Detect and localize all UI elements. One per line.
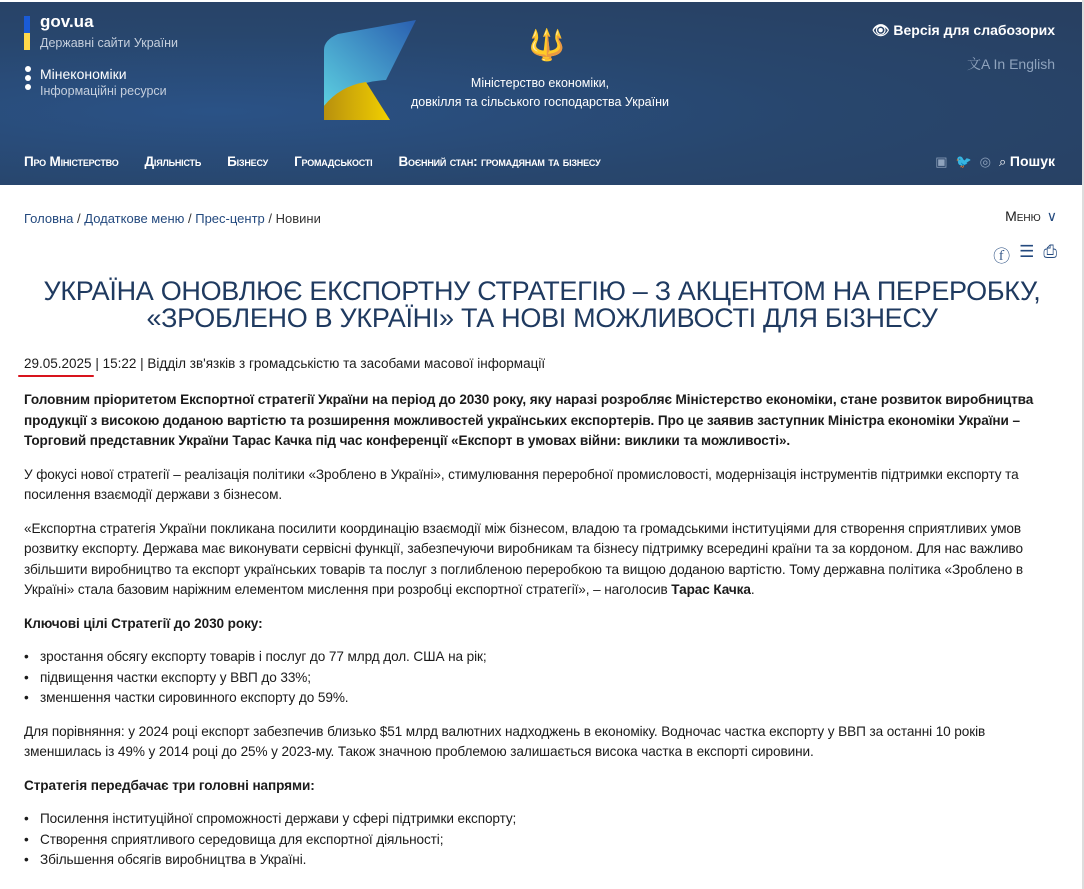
ministry-short-title: Мінекономіки (40, 66, 127, 82)
search-button[interactable] (999, 153, 1055, 170)
ministry-title-line: довкілля та сільського господарства України (411, 95, 669, 109)
ministry-title-line: Міністерство економіки, (470, 76, 610, 90)
article-time: 15:22 (102, 356, 137, 371)
translate-icon: 文A (967, 56, 990, 72)
list-item: • Створення сприятливого середовища для експортної діяльності; (24, 830, 1056, 851)
paragraph: Для порівняння: у 2024 році експорт забезпечив близько $51 млрд валютних надходжень в економіку. Водночас частка експорту у ВВП за останні 10 років зменшилась із 49% у 2014 році до 25% у 2023-му. Також значною проблемою залишається висока частка в експорті сировини. (24, 723, 986, 759)
goals-heading: Ключові цілі Стратегії до 2030 року: (24, 615, 263, 631)
speaker-name: Тарас Качка (671, 582, 751, 597)
nav-about[interactable]: Про Міністерство (24, 154, 119, 169)
breadcrumb-current: Новини (275, 211, 321, 226)
chevron-down-icon: ∨ (1046, 208, 1057, 224)
rss-icon[interactable]: ☰ (1019, 242, 1035, 261)
facebook-icon[interactable]: ▣ (935, 153, 948, 169)
breadcrumb-extra-menu[interactable]: Додаткове меню (84, 211, 185, 226)
nav-martial-law[interactable]: Воєнний стан: громадянам та бізнесу (398, 154, 601, 169)
article-date: 29.05.2025 (24, 356, 92, 371)
article-lead: Головним пріоритетом Експортної стратегії України на період до 2030 року, яку наразі розробляє Міністерство економіки, стане розвиток виробництва продукції з високою доданою вартістю та розширення можливостей українських експортерів. Про це заявив заступник Міністра економіки України – Торговий представник України Тарас Качка під час конференції «Експорт в умовах війни: виклики та можливості». (24, 392, 1034, 448)
english-label: In English (993, 56, 1055, 72)
english-link[interactable] (967, 54, 1055, 74)
nav-activity[interactable]: Діяльність (144, 154, 202, 169)
paragraph: «Експортна стратегія України покликана посилити координацію взаємодії між бізнесом, владою та громадськими інституціями для створення сприятливих умов розвитку експорту. Держава має виконувати сервісні функції, забезпечуючи виробникам та бізнесу підтримку всередині країни та за кордоном. Для нас важливо збільшити виробництво та експорт українських товарів та послуг з поглибленою переробкою та вищою доданою вартістю. Тому державна політика «Зроблено в Україні» стала базовим наріжним елементом мислення при розробці експортної стратегії», – наголосив Тарас Качка. (24, 520, 1024, 597)
govua-title: gov.ua (40, 12, 94, 31)
search-label: Пошук (1009, 153, 1055, 169)
site-header (0, 0, 1082, 185)
social-links (935, 153, 1055, 170)
breadcrumb-home[interactable]: Головна (24, 211, 74, 226)
twitter-icon[interactable]: 🐦 (955, 153, 972, 169)
dots-icon (25, 66, 31, 93)
trident-icon: 🔱 (528, 29, 566, 62)
article-department: Відділ зв'язків з громадськістю та засобами масової інформації (147, 356, 546, 371)
govua-subtitle: Державні сайти України (40, 36, 178, 50)
page-title: УКРАЇНА ОНОВЛЮЄ ЕКСПОРТНУ СТРАТЕГІЮ – З АКЦЕНТОМ НА ПЕРЕРОБКУ, «ЗРОБЛЕНО В УКРАЇНІ» ТА НОВІ МОЖЛИВОСТІ ДЛЯ БІЗНЕСУ (43, 276, 1041, 333)
breadcrumb-press-center[interactable]: Прес-центр (195, 211, 265, 226)
low-vision-link[interactable] (872, 22, 1055, 39)
nav-public[interactable]: Громадськості (294, 154, 373, 169)
ministry-title (400, 74, 680, 112)
ministry-subtitle: Інформаційні ресурси (40, 84, 167, 98)
ukraine-flag-icon (24, 16, 30, 50)
goals-list (24, 647, 1056, 709)
article-meta: 29.05.2025 | 15:22 | Відділ зв'язків з громадськістю та засобами масової інформації (24, 356, 546, 371)
directions-list (24, 809, 1056, 871)
search-icon: ⌕ (999, 154, 1007, 169)
main-nav (24, 154, 601, 169)
directions-heading: Стратегія передбачає три головні напрями: (24, 777, 315, 793)
instagram-icon[interactable]: ◎ (979, 153, 992, 169)
quote-text: «Експортна стратегія України покликана посилити координацію взаємодії між бізнесом, владою та громадськими інституціями для створення сприятливих умов розвитку експорту. Держава має виконувати сервісні функції, забезпечуючи виробникам та бізнесу підтримку всередині країни та за кордоном. Для нас важливо збільшити виробництво та експорт українських товарів та послуг з поглибленою переробкою та вищою доданою вартістю. Тому державна політика «Зроблено в Україні» стала базовим наріжним елементом мислення при розробці експортної стратегії», – наголосив (24, 520, 1024, 597)
list-item: • Посилення інституційної спроможності держави у сфері підтримки експорту; (24, 809, 1056, 830)
list-item: • зменшення частки сировинного експорту до 59%. (24, 688, 1056, 709)
nav-business[interactable]: Бізнесу (227, 154, 269, 169)
list-item: • підвищення частки експорту у ВВП до 33%; (24, 668, 1056, 689)
list-item: • Збільшення обсягів виробництва в Україні. (24, 850, 1056, 871)
print-icon[interactable]: ⎙ (1043, 242, 1057, 261)
facebook-share-icon[interactable]: ⓕ (993, 247, 1011, 266)
article-body (24, 390, 1056, 884)
breadcrumb: Головна / Додаткове меню / Прес-центр / Новини (24, 211, 321, 226)
menu-toggle[interactable] (1005, 208, 1057, 225)
paragraph: У фокусі нової стратегії – реалізація політики «Зроблено в Україні», стимулювання переробної промисловості, модернізація інструментів підтримки експорту та посилення взаємодії держави з бізнесом. (24, 466, 1019, 502)
low-vision-label: Версія для слабозорих (893, 22, 1055, 38)
share-tools (993, 242, 1057, 267)
list-item: • зростання обсягу експорту товарів і послуг до 77 млрд дол. США на рік; (24, 647, 1056, 668)
eye-icon: 👁 (871, 22, 890, 38)
menu-label: Меню (1005, 208, 1041, 224)
